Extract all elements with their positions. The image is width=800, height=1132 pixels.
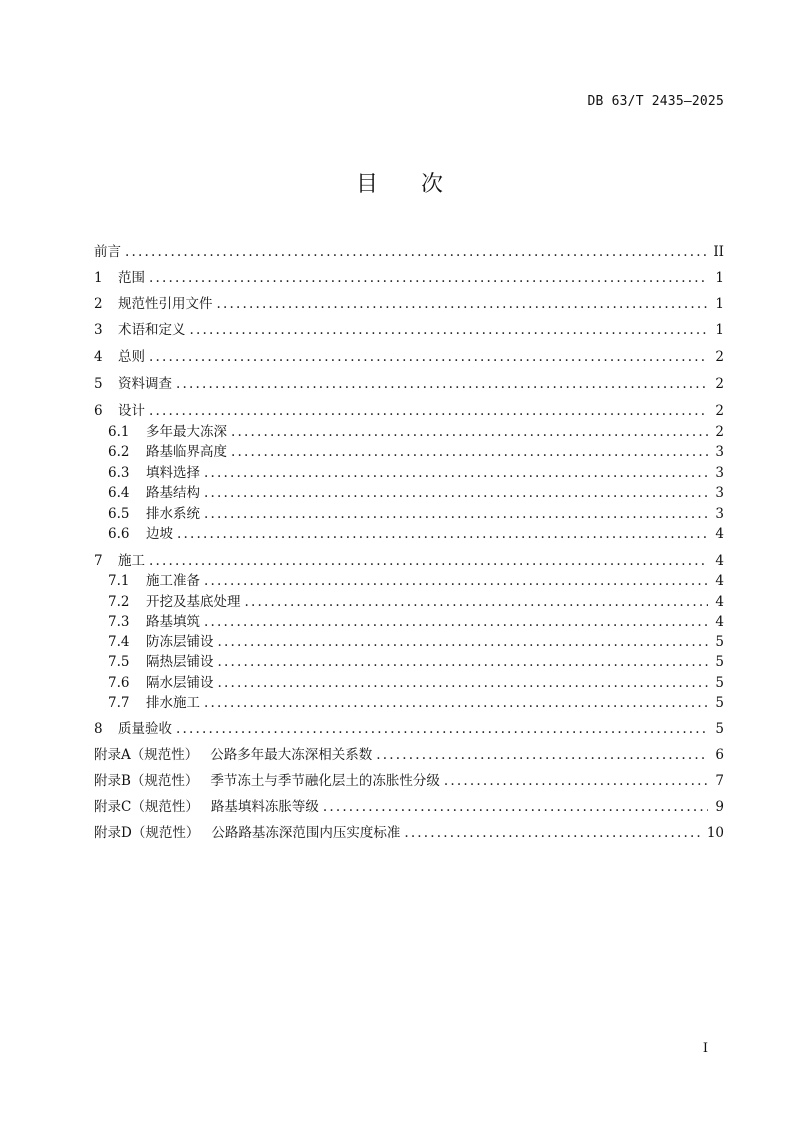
toc-entry-label: 施工准备 [146,573,200,589]
toc-entry-number: 7.5 [108,654,130,670]
toc-dot-leader [149,401,708,421]
toc-dot-leader [176,719,708,739]
toc-dot-leader [231,422,708,442]
toc-entry[interactable] [108,693,724,713]
toc-entry-page: 10 [706,825,724,841]
toc-entry-page: 2 [715,424,724,440]
toc-entry[interactable] [94,347,724,367]
toc-entry-label: 设计 [118,403,145,419]
toc-dot-leader [218,632,709,652]
toc-dot-leader [176,374,708,394]
toc-entry-label: 路基结构 [146,485,200,501]
toc-entry-number: 5 [94,376,103,392]
toc-entry-number: 6 [94,403,103,419]
toc-entry-label: 填料选择 [146,465,200,481]
toc-entry-page: 9 [715,799,724,815]
toc-entry-page: 2 [715,376,724,392]
toc-entry-label: 公路多年最大冻深相关系数 [210,747,373,763]
toc-dot-leader [204,504,708,524]
toc-entry[interactable] [94,719,724,739]
page-title [0,167,800,198]
toc-entry-page: 5 [715,695,724,711]
toc-entry-number: 7.1 [108,573,130,589]
toc-entry[interactable] [108,673,724,693]
toc-entry-number: 7.7 [108,695,130,711]
toc-entry-page: 6 [715,747,724,763]
toc-dot-leader [204,463,708,483]
toc-entry-page: 5 [715,721,724,737]
toc-entry-label: 质量验收 [118,721,172,737]
toc-entry-number: 7 [94,553,103,569]
toc-dot-leader [218,652,709,672]
toc-entry[interactable] [94,745,724,765]
toc-entry-number: 6.6 [108,526,130,542]
toc-entry-label: 季节冻土与季节融化层土的冻胀性分级 [210,773,440,789]
toc-entry-label: 前言 [94,244,121,260]
toc-entry-page: 4 [715,526,724,542]
toc-entry[interactable] [94,320,724,340]
toc-entry-page: 5 [715,675,724,691]
toc-entry[interactable] [108,524,724,544]
toc-entry[interactable] [108,422,724,442]
toc-entry-page: 2 [715,349,724,365]
toc-entry-page: 4 [715,573,724,589]
toc-entry-page: 1 [715,322,724,338]
toc-entry[interactable] [108,612,724,632]
toc-entry-label: 公路路基冻深范围内压实度标准 [211,825,401,841]
toc-dot-leader [149,268,708,288]
toc-entry-number: 6.1 [108,424,130,440]
toc-dot-leader [217,294,709,314]
toc-dot-leader [190,320,709,340]
toc-entry-label: 边坡 [146,526,173,542]
toc-entry[interactable] [94,268,724,288]
toc-entry-label: 资料调查 [118,376,172,392]
toc-entry-number: 4 [94,349,103,365]
toc-entry[interactable] [94,374,724,394]
toc-entry-label: 规范性引用文件 [118,296,213,312]
toc-dot-leader [245,592,709,612]
toc-entry[interactable] [94,797,724,817]
toc-appendix-prefix: 附录C（规范性） [94,799,199,815]
toc-entry-page: 4 [715,553,724,569]
toc-entry-number: 3 [94,322,103,338]
toc-entry[interactable] [94,771,724,791]
toc-dot-leader [204,693,708,713]
toc-appendix-prefix: 附录B（规范性） [94,773,199,789]
title-char-2: 次 [421,172,445,197]
toc-entry-page: 3 [715,506,724,522]
toc-entry-page: II [713,244,724,260]
toc-dot-leader [125,242,707,262]
toc-entry-label: 路基填料冻胀等级 [210,799,319,815]
toc-dot-leader [204,483,708,503]
toc-dot-leader [231,442,708,462]
toc-dot-leader [177,524,708,544]
toc-dot-leader [323,797,708,817]
toc-entry-page: 3 [715,485,724,501]
toc-dot-leader [444,771,708,791]
toc-entry[interactable] [94,823,724,843]
toc-entry[interactable] [94,401,724,421]
toc-entry-label: 开挖及基底处理 [146,594,241,610]
toc-entry-label: 范围 [118,270,145,286]
toc-entry[interactable] [108,483,724,503]
toc-entry-number: 6.4 [108,485,130,501]
toc-entry-label: 术语和定义 [118,322,186,338]
toc-entry-number: 6.5 [108,506,130,522]
toc-entry-label: 排水施工 [146,695,200,711]
page-number: I [702,1041,708,1056]
toc-entry-page: 3 [715,444,724,460]
toc-entry-label: 多年最大冻深 [146,424,227,440]
toc-entry-number: 6.3 [108,465,130,481]
toc-entry-label: 排水系统 [146,506,200,522]
toc-entry-page: 4 [715,594,724,610]
toc-dot-leader [204,571,708,591]
toc-entry-page: 5 [715,654,724,670]
toc-entry-number: 7.2 [108,594,130,610]
toc-entry[interactable] [94,294,724,314]
toc-entry-page: 1 [715,296,724,312]
toc-entry-label: 隔水层铺设 [146,675,214,691]
toc-entry-label: 路基临界高度 [146,444,227,460]
toc-dot-leader [149,347,708,367]
toc-entry-page: 5 [715,634,724,650]
toc-entry[interactable] [108,504,724,524]
toc-entry-page: 1 [715,270,724,286]
toc-entry-number: 2 [94,296,103,312]
toc-entry[interactable] [108,632,724,652]
title-char-1: 目 [355,172,379,197]
toc-entry[interactable] [108,592,724,612]
toc-entry[interactable] [94,242,724,262]
toc-dot-leader [218,673,709,693]
toc-entry[interactable] [108,652,724,672]
toc-entry[interactable] [108,442,724,462]
toc-entry-page: 2 [715,403,724,419]
toc-entry-page: 4 [715,614,724,630]
toc-appendix-prefix: 附录D（规范性） [94,825,200,841]
toc-entry-label: 防冻层铺设 [146,634,214,650]
toc-entry-page: 3 [715,465,724,481]
toc-entry-number: 7.6 [108,675,130,691]
toc-dot-leader [376,745,708,765]
toc-entry-label: 路基填筑 [146,614,200,630]
toc-dot-leader [204,612,708,632]
toc-appendix-prefix: 附录A（规范性） [94,747,199,763]
toc-entry-number: 7.4 [108,634,130,650]
toc-entry-label: 施工 [118,553,145,569]
toc-entry-label: 隔热层铺设 [146,654,214,670]
toc-entry-number: 8 [94,721,103,737]
toc-entry[interactable] [108,571,724,591]
toc-entry-label: 总则 [118,349,145,365]
toc-dot-leader [404,823,700,843]
toc-dot-leader [149,551,708,571]
toc-entry-number: 7.3 [108,614,130,630]
standard-code: DB 63/T 2435—2025 [587,94,724,109]
toc-entry-number: 6.2 [108,444,130,460]
toc-entry-number: 1 [94,270,103,286]
toc-entry-page: 7 [715,773,724,789]
toc-entry[interactable] [94,551,724,571]
toc-entry[interactable] [108,463,724,483]
